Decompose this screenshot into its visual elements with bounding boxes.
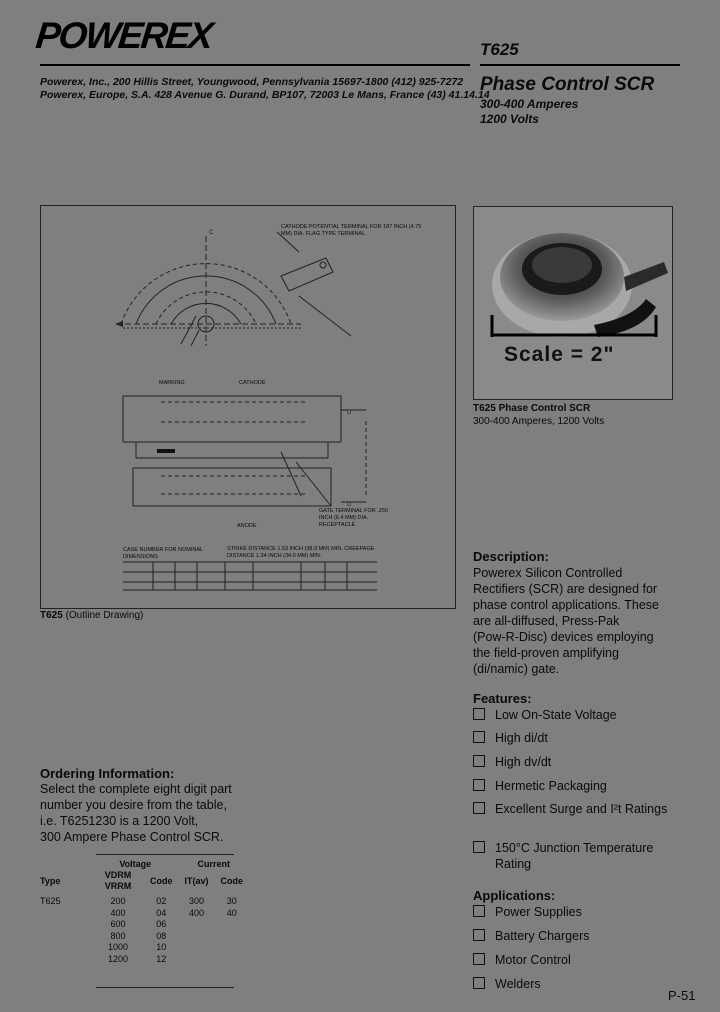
checkbox-icon [473, 731, 485, 743]
col-current-code: Code [220, 875, 244, 886]
part-number: T625 [480, 40, 519, 59]
marking-label: MARKING [159, 380, 185, 386]
col-voltage-code: Code [150, 875, 173, 886]
description-line: are all-diffused, Press-Pak [473, 614, 620, 628]
feature-item: High dv/dt [473, 754, 703, 770]
checkbox-icon [473, 841, 485, 853]
table-row: 1000 10 [107, 942, 167, 953]
case-number-label: CASE NUMBER FOR NOMINAL DIMENSIONS [123, 547, 203, 560]
feature-item: 150°C Junction Temperature Rating [473, 840, 703, 872]
table-row: 600 06 [110, 919, 167, 930]
application-item: Welders [473, 976, 703, 992]
description-line: (di/namic) gate. [473, 662, 560, 676]
ordering-table [40, 858, 249, 965]
col-type: Type [40, 875, 61, 886]
photo-caption-sub: 300-400 Amperes, 1200 Volts [473, 416, 605, 427]
description-line: Rectifiers (SCR) are designed for [473, 582, 658, 596]
powerex-logo: POWEREX [33, 15, 214, 56]
description-line: Powerex Silicon Controlled [473, 566, 623, 580]
svg-text:D: D [347, 502, 352, 508]
photo-caption-title: T625 Phase Control SCR [473, 403, 591, 414]
description-line: (Pow-R-Disc) devices employing [473, 630, 654, 644]
ordering-line: i.e. T6251230 is a 1200 Volt, [40, 814, 199, 828]
description-line: the field-proven amplifying [473, 646, 619, 660]
checkbox-icon [473, 755, 485, 767]
svg-text:C: C [209, 230, 214, 236]
ordering-body [40, 781, 270, 845]
gate-terminal-label: GATE TERMINAL FOR .250 INCH (6.4 MM) DIA. RECEPTACLE [319, 508, 388, 528]
description-heading: Description: [473, 549, 549, 564]
header-rule-right [480, 64, 680, 66]
table-row: T625 200 02 300 30 [40, 896, 237, 907]
application-item: Battery Chargers [473, 928, 703, 944]
table-row: 400 04 400 40 [110, 907, 237, 918]
product-photo-svg [474, 207, 672, 399]
table-row: 800 08 [110, 930, 167, 941]
voltage-group-header: Voltage [119, 858, 152, 869]
scale-label: Scale = 2" [504, 343, 615, 366]
col-vdrm: VDRM VRRM [104, 869, 132, 891]
checkbox-icon [473, 905, 485, 917]
ordering-table-rule [96, 854, 234, 855]
ordering-line: 300 Ampere Phase Control SCR. [40, 830, 224, 844]
volts-rating: 1200 Volts [480, 112, 539, 126]
description-body [473, 565, 713, 677]
features-heading: Features: [473, 691, 532, 706]
ordering-table-bottom-rule [96, 987, 234, 988]
outline-caption-text: (Outline Drawing) [62, 610, 144, 621]
table-row: 1200 12 [107, 953, 167, 964]
product-photo [473, 206, 673, 400]
feature-item: Hermetic Packaging [473, 778, 703, 794]
amperes-rating: 300-400 Amperes [480, 97, 579, 111]
cathode-terminal-label: CATHODE POTENTIAL TERMINAL FOR 187 INCH (4.75 MM) DIA. FLAG TYPE TERMINAL [281, 224, 422, 237]
checkbox-icon [473, 929, 485, 941]
outline-caption [40, 610, 143, 621]
address-us: Powerex, Inc., 200 Hillis Street, Youngwood, Pennsylvania 15697-1800 (412) 925-7272 [40, 76, 464, 88]
header-rule [40, 64, 470, 66]
feature-item: Excellent Surge and I²t Ratings [473, 801, 703, 817]
svg-text:D: D [347, 410, 352, 416]
strike-distance-label: STRIKE DISTANCE 1.53 INCH (38.9 MM) MIN. CREEPAGE DISTANCE 1.34 INCH (34.0 MM) MIN. [227, 546, 375, 559]
product-title: Phase Control SCR [480, 74, 655, 95]
outline-drawing [40, 205, 456, 609]
application-item: Motor Control [473, 952, 703, 968]
checkbox-icon [473, 708, 485, 720]
page-number: P-51 [668, 988, 696, 1003]
current-group-header: Current [197, 858, 231, 869]
checkbox-icon [473, 953, 485, 965]
application-item: Power Supplies [473, 904, 703, 920]
cathode-label: CATHODE [239, 380, 266, 386]
checkbox-icon [473, 802, 485, 814]
ordering-table-grid [40, 858, 249, 965]
ordering-heading: Ordering Information: [40, 766, 175, 781]
applications-heading: Applications: [473, 888, 556, 903]
ordering-line: number you desire from the table, [40, 798, 227, 812]
anode-label: ANODE [237, 523, 257, 529]
checkbox-icon [473, 779, 485, 791]
description-line: phase control applications. These [473, 598, 659, 612]
outline-caption-part: T625 [40, 610, 63, 621]
ordering-line: Select the complete eight digit part [40, 782, 232, 796]
feature-item: Low On-State Voltage [473, 707, 703, 723]
address-eu: Powerex, Europe, S.A. 428 Avenue G. Durand, BP107, 72003 Le Mans, France (43) 41.14.14 [40, 89, 490, 101]
feature-item: High di/dt [473, 730, 703, 746]
col-it: IT(av) [184, 875, 209, 886]
checkbox-icon [473, 977, 485, 989]
